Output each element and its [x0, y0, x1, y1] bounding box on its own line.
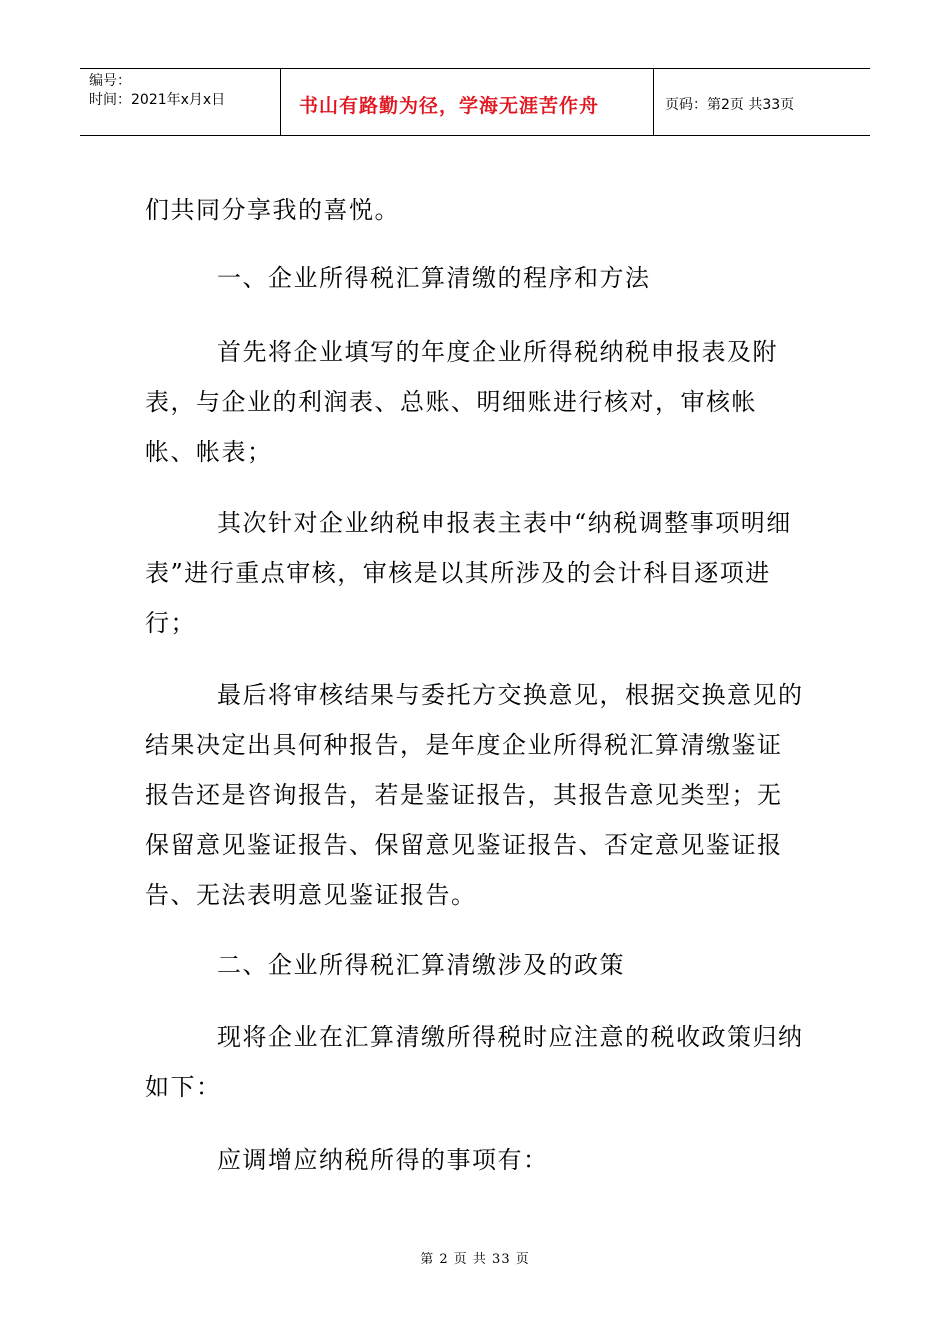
section-heading-1: 一、企业所得税汇算清缴的程序和方法	[217, 264, 651, 292]
header-meta-cell	[80, 69, 281, 135]
header-page-info: 页码：第2页 共33页	[665, 97, 795, 113]
header-page-cell	[654, 69, 870, 135]
header-motto-cell	[281, 69, 654, 135]
paragraph-first-step: 首先将企业填写的年度企业所得税纳税申报表及附表，与企业的利润表、总账、明细账进行核对，审核帐帐、帐表；	[145, 338, 778, 466]
header-motto: 书山有路勤为径，学海无涯苦作舟	[299, 95, 600, 117]
page-header	[80, 68, 870, 136]
section-heading-2: 二、企业所得税汇算清缴涉及的政策	[217, 951, 625, 979]
document-date: 时间：2021年x月x日	[89, 92, 226, 108]
paragraph-policy-intro: 现将企业在汇算清缴所得税时应注意的税收政策归纳如下：	[145, 1023, 804, 1101]
document-number-label: 编号：	[89, 73, 131, 89]
paragraph-final-step: 最后将审核结果与委托方交换意见，根据交换意见的结果决定出具何种报告，是年度企业所得税汇算清缴鉴证报告还是咨询报告，若是鉴证报告，其报告意见类型；无保留意见鉴证报告、保留意见鉴证报告、否定意见鉴证报告、无法表明意见鉴证报告。	[145, 681, 804, 909]
paragraph-adjustments-heading: 应调增应纳税所得的事项有：	[217, 1146, 549, 1174]
paragraph-continuation: 们共同分享我的喜悦。	[145, 196, 400, 224]
page-footer: 第 2 页 共 33 页	[420, 1252, 530, 1267]
paragraph-second-step: 其次针对企业纳税申报表主表中“纳税调整事项明细表”进行重点审核，审核是以其所涉及的会计科目逐项进行；	[145, 509, 792, 637]
